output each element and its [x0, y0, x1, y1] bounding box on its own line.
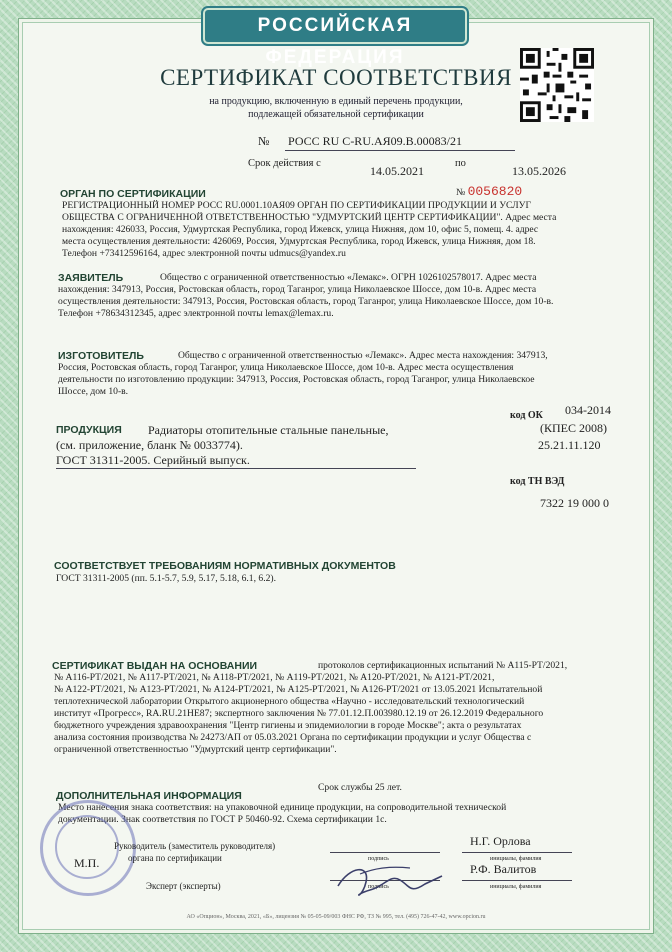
number-underline — [285, 150, 515, 151]
product-line-2: (см. приложение, бланк № 0033774). — [56, 438, 243, 452]
handwritten-signature-icon — [330, 856, 450, 902]
applicant-line-2: нахождения: 347913, Россия, Ростовская область, город Таганрог, улица Николаевское Шоссе, дом 10-в. Адрес места — [58, 284, 537, 295]
manufacturer-line-1: Общество с ограниченной ответственностью «Лемакс». Адрес места нахождения: 347913, — [178, 350, 548, 361]
head-name: Н.Г. Орлова — [470, 834, 531, 848]
okpd-standard: 034-2014 — [565, 403, 611, 417]
subtitle-line-2: подлежащей обязательной сертификации — [248, 109, 424, 120]
basis-line-7: анализа состояния производства № 24273/АП от 05.03.2021 Органа по сертификации продукции и услуг Общества с — [54, 732, 532, 743]
additional-line-1: Место нанесения знака соответствия: на упаковочной единице продукции, на сопроводительной технической — [58, 802, 507, 813]
applicant-label: ЗАЯВИТЕЛЬ — [58, 272, 124, 284]
head-label-1: Руководитель (заместитель руководителя) — [114, 841, 276, 851]
additional-line-2: документации. Знак соответствия по ГОСТ Р 50460-92. Схема сертификации 1с. — [58, 814, 387, 825]
tnved-code: 7322 19 000 0 — [540, 496, 609, 510]
document-title: СЕРТИФИКАТ СООТВЕТСТВИЯ — [160, 65, 512, 90]
basis-line-5: институт «Прогресс», RA.RU.21НЕ87; экспертного заключения № 77.01.12.П.003980.12.19 от 26.12.2019 Федерального — [54, 708, 544, 719]
basis-line-3: № А122-РТ/2021, № А123-РТ/2021, № А124-РТ/2021, № А125-РТ/2021, № А126-РТ/2021 от 13.05.2021 Испытательной — [54, 684, 543, 695]
serial-prefix: № — [456, 187, 466, 198]
product-line-1: Радиаторы отопительные стальные панельные, — [148, 423, 389, 437]
basis-line-8: ограниченной ответственностью "Удмуртский центр сертификации". — [54, 744, 337, 755]
applicant-line-4: Телефон +78634312345, адрес электронной почты lemax@lemax.ru. — [58, 308, 334, 319]
number-label: № — [258, 134, 270, 148]
printer-imprint: АО «Опцион», Москва, 2021, «Б», лицензия № 05-05-09/003 ФНС РФ, ТЗ № 995, тел. (495) 726-47-42, www.opcion.ru — [186, 914, 486, 920]
service-life: Срок службы 25 лет. — [318, 782, 402, 793]
valid-from: 14.05.2021 — [370, 164, 424, 178]
head-initials-caption: инициалы, фамилия — [490, 856, 542, 862]
basis-label: СЕРТИФИКАТ ВЫДАН НА ОСНОВАНИИ — [52, 660, 258, 672]
serial-number — [456, 186, 522, 199]
head-label-2: органа по сертификации — [128, 853, 222, 863]
serial-value: 0056820 — [467, 184, 523, 199]
valid-to: 13.05.2026 — [512, 164, 566, 178]
manufacturer-line-4: Шоссе, дом 10-в. — [58, 386, 129, 397]
product-line-3: ГОСТ 31311-2005. Серийный выпуск. — [56, 453, 250, 467]
body-line-4: места осуществления деятельности: 426069, Россия, Удмуртская Республика, город Ижевск, улица Нижняя, дом 18. — [62, 236, 536, 247]
manufacturer-line-3: деятельности по изготовлению продукции: 347913, Россия, Ростовская область, город Таганрог, улица Николаевское — [58, 374, 535, 385]
okpd-label: код ОК — [510, 410, 543, 421]
country-banner: РОССИЙСКАЯ ФЕДЕРАЦИЯ — [205, 10, 465, 42]
body-label: ОРГАН ПО СЕРТИФИКАЦИИ — [60, 188, 206, 200]
expert-name: Р.Ф. Валитов — [470, 862, 537, 876]
head-sig-caption: подпись — [368, 856, 389, 862]
body-line-2: ОБЩЕСТВА С ОГРАНИЧЕННОЙ ОТВЕТСТВЕННОСТЬЮ "УДМУРТСКИЙ ЦЕНТР СЕРТИФИКАЦИИ". Адрес места — [62, 212, 557, 223]
manufacturer-line-2: Россия, Ростовская область, город Таганрог, улица Николаевское Шоссе, дом 10-в. Адрес места осуществления — [58, 362, 514, 373]
product-underline — [56, 468, 416, 469]
conformity-text: ГОСТ 31311-2005 (пп. 5.1-5.7, 5.9, 5.17, 5.18, 6.1, 6.2). — [56, 573, 276, 584]
certificate-number: РОСС RU С-RU.АЯ09.В.00083/21 — [288, 134, 462, 148]
product-label: ПРОДУКЦИЯ — [56, 424, 122, 436]
validity-label: Срок действия с — [248, 158, 321, 169]
body-line-5: Телефон +73412596164, адрес электронной почты udmucs@yandex.ru — [62, 248, 346, 259]
body-line-1: РЕГИСТРАЦИОННЫЙ НОМЕР РОСС RU.0001.10АЯ09 ОРГАН ПО СЕРТИФИКАЦИИ ПРОДУКЦИИ И УСЛУГ — [62, 200, 531, 211]
expert-label: Эксперт (эксперты) — [146, 881, 221, 891]
body-line-3: нахождения: 426033, Россия, Удмуртская Республика, город Ижевск, улица Нижняя, дом 10, офис 5, помещ. 4. адрес — [62, 224, 539, 235]
basis-line-2: № А116-РТ/2021, № А117-РТ/2021, № А118-РТ/2021, № А119-РТ/2021, № А120-РТ/2021, № А121-РТ/2021, — [54, 672, 495, 683]
tnved-label: код ТН ВЭД — [510, 476, 565, 487]
subtitle-line-1: на продукцию, включенную в единый перечень продукции, — [209, 96, 463, 107]
manufacturer-label: ИЗГОТОВИТЕЛЬ — [58, 350, 144, 362]
applicant-line-3: осуществления деятельности: 347913, Россия, Ростовская область, город Таганрог, улица Николаевское Шоссе, дом 10-в. — [58, 296, 554, 307]
expert-initials-caption: инициалы, фамилия — [490, 884, 542, 890]
mp-label: М.П. — [74, 856, 100, 870]
additional-label: ДОПОЛНИТЕЛЬНАЯ ИНФОРМАЦИЯ — [56, 790, 242, 802]
valid-to-label: по — [455, 158, 466, 169]
okpd-code: 25.21.11.120 — [538, 438, 601, 452]
basis-line-1: протоколов сертификационных испытаний № А115-РТ/2021, — [318, 660, 568, 671]
basis-line-4: теплотехнической лаборатории Открытого акционерного общества «Научно - исследовательский технологический — [54, 696, 525, 707]
applicant-line-1: Общество с ограниченной ответственностью «Лемакс». ОГРН 1026102578017. Адрес места — [160, 272, 537, 283]
conformity-label: СООТВЕТСТВУЕТ ТРЕБОВАНИЯМ НОРМАТИВНЫХ ДОКУМЕНТОВ — [54, 560, 396, 572]
basis-line-6: бюджетного учреждения здравоохранения "Центр гигиены и эпидемиологии в городе Москве"; акта о результатах — [54, 720, 522, 731]
expert-sig-caption: подпись — [368, 884, 389, 890]
okpd-name: (КПЕС 2008) — [540, 421, 607, 435]
